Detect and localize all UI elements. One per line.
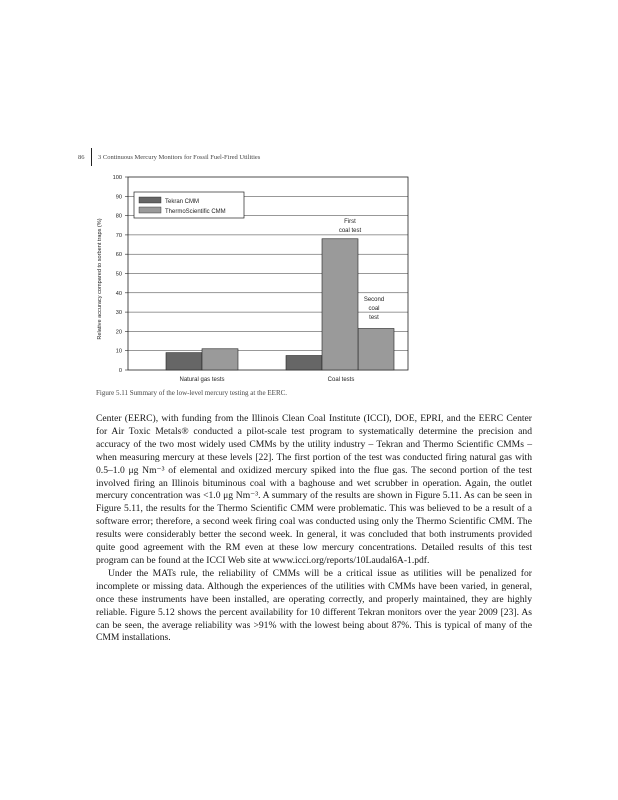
annotation-first-line1: First: [344, 219, 356, 225]
running-title: 3 Continuous Mercury Monitors for Fossil Fuel-Fired Utilities: [98, 154, 261, 161]
bar-natural-gas-tests-thermoscientific-cmm: [202, 349, 238, 370]
category-label-coal: Coal tests: [327, 377, 355, 383]
figure-caption: Figure 5.11 Summary of the low-level mercury testing at the EERC.: [96, 389, 288, 397]
page-header: [78, 148, 538, 166]
y-tick-label-100: 100: [112, 175, 122, 181]
y-tick-label-90: 90: [115, 194, 122, 201]
y-tick-label-20: 20: [115, 329, 122, 336]
category-label-natural-gas: Natural gas tests: [179, 377, 225, 383]
chart-gridlines: [128, 196, 408, 350]
bar-natural-gas-tests-tekran-cmm: [166, 353, 202, 370]
bar-coal-tests-tekran-cmm: [286, 356, 322, 370]
paragraph-2: Under the MATs rule, the reliability of CMMs will be a critical issue as utilities will be penalized for incomplete or missing data. Although the experiences of the utilities with CMMs have been varied, in general, once these instruments have been installed, are operating correctly, and properly maintained, they are highly reliable. Figure 5.12 shows the percent availability for 10 different Tekran monitors over the year 2009 [23]. As can be seen, the average reliability was >91% with the lowest being about 87%. This is typical of many of the CMM installations.: [96, 567, 532, 644]
annotation-second-line2: coal: [368, 306, 380, 312]
annotation-second-line1: Second: [363, 297, 385, 303]
chart-bars: [166, 239, 394, 370]
y-tick-label-30: 30: [115, 310, 122, 317]
bar-coal-tests-first-coal-test: [322, 239, 358, 370]
page-number: 86: [78, 154, 85, 161]
y-tick-label-0: 0: [118, 368, 122, 374]
y-axis-label: Relative accuracy compared to sorbent traps (%): [97, 218, 103, 340]
legend-swatch-thermo: [139, 207, 161, 213]
y-tick-label-80: 80: [115, 213, 122, 220]
legend-swatch-tekran: [139, 197, 161, 203]
body-text: [96, 413, 532, 645]
annotation-first-line2: coal test: [338, 228, 362, 234]
annotation-second-line3: test: [369, 315, 379, 321]
header-divider: [91, 148, 92, 166]
chart-legend: [134, 192, 244, 218]
y-tick-label-10: 10: [115, 348, 122, 355]
paragraph-1: Center (EERC), with funding from the Illinois Clean Coal Institute (ICCI), DOE, EPRI, and the EERC Center for Air Toxic Metals® conducted a pilot-scale test program to systematically determine the precision and accuracy of the two most widely used CMMs by the utility industry – Tekran and Thermo Scientific CMMs – when measuring mercury at these levels [22]. The first portion of the test was conducted firing natural gas with 0.5–1.0 μg Nm⁻³ of elemental and oxidized mercury spiked into the flue gas. The second portion of the test involved firing an Illinois bituminous coal with a baghouse and wet scrubber in operation. Again, the outlet mercury concentration was <1.0 μg Nm⁻³. A summary of the results are shown in Figure 5.11. As can be seen in Figure 5.11, the results for the Thermo Scientific CMM were problematic. This was believed to be a result of a software error; therefore, a second week firing coal was conducted using only the Thermo Scientific CMM. The results were considerably better the second week. In general, it was concluded that both instruments provided quite good agreement with the RM even at these low mercury concentrations. Detailed results of this test program can be found at the ICCI Web site at www.icci.org/reports/10Laudal6A-1.pdf.: [96, 413, 532, 566]
y-tick-label-60: 60: [115, 252, 122, 259]
legend-label-thermo: ThermoScientific CMM: [165, 209, 226, 215]
y-tick-label-70: 70: [115, 232, 122, 239]
y-axis-ticks: [113, 175, 128, 374]
y-tick-label-40: 40: [115, 290, 122, 297]
bar-chart: [88, 172, 418, 387]
y-tick-label-50: 50: [115, 271, 122, 278]
legend-label-tekran: Tekran CMM: [165, 199, 200, 205]
bar-coal-tests-second-coal-test: [358, 329, 394, 370]
